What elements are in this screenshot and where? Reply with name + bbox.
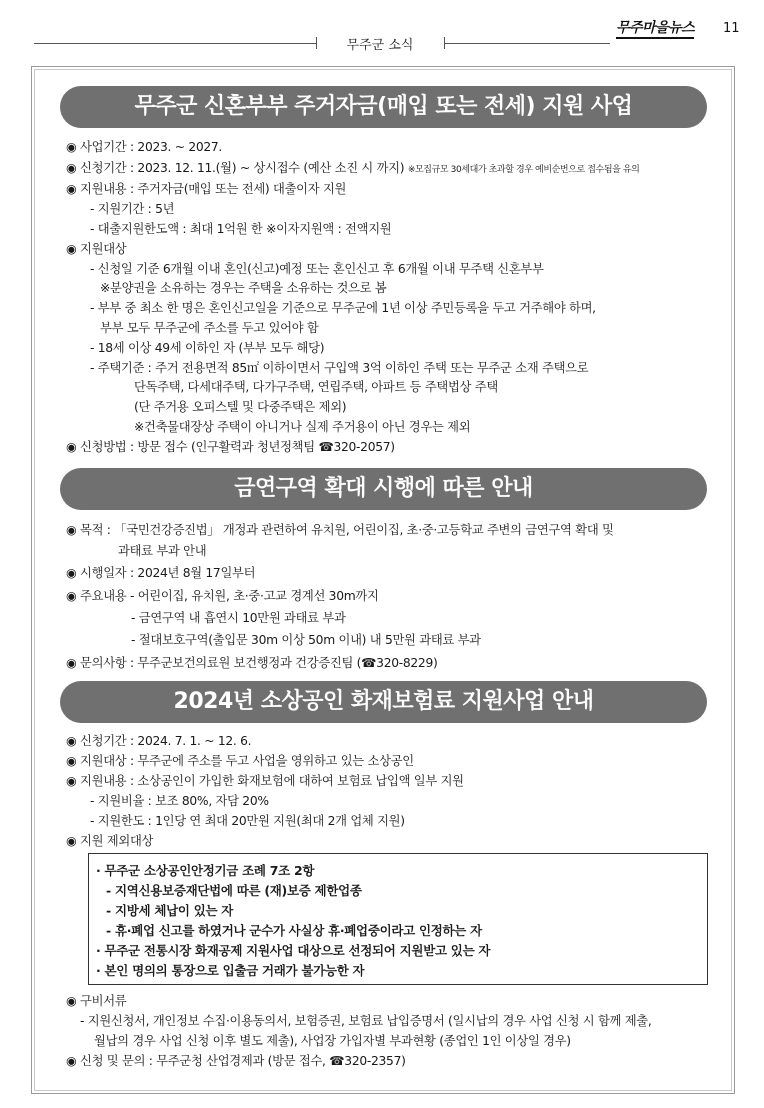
insurance-line: ◉ 신청기간 : 2024. 7. 1. ~ 12. 6. [66, 734, 252, 748]
insurance-line: - 지원한도 : 1인당 연 최대 20만원 지원(최대 2개 업체 지원) [90, 814, 405, 828]
nosmoking-line: ◉ 시행일자 : 2024년 8월 17일부터 [66, 566, 256, 580]
housing-line: - 신청일 기준 6개월 이내 혼인(신고)예정 또는 혼인신고 후 6개월 이내 무주택 신혼부부 [90, 262, 544, 276]
housing-line: ◉ 지원대상 [66, 242, 127, 256]
nosmoking-line: ◉ 문의사항 : 무주군보건의료원 보건행정과 건강증진팀 (☎320-8229) [66, 656, 438, 670]
section-title-fire-insurance: 2024년 소상공인 화재보험료 지원사업 안내 [60, 681, 707, 723]
housing-line: 부부 모두 무주군에 주소를 두고 있어야 함 [100, 321, 319, 335]
contact-line: ◉ 신청 및 문의 : 무주군청 산업경제과 (방문 접수, ☎320-2357) [66, 1054, 406, 1068]
housing-line: 단독주택, 다세대주택, 다가구주택, 연립주택, 아파트 등 주택법상 주택 [134, 380, 498, 394]
exclusion-item: · 본인 명의의 통장으로 입출금 거래가 불가능한 자 [96, 963, 365, 978]
housing-line: ◉ 지원내용 : 주거자금(매입 또는 전세) 대출이자 지원 [66, 182, 347, 196]
housing-line: ※분양권을 소유하는 경우는 주택을 소유하는 것으로 봄 [100, 281, 387, 295]
housing-line: - 지원기간 : 5년 [90, 202, 175, 216]
exclusion-item: - 지방세 체납이 있는 자 [106, 903, 234, 918]
exclusion-item: · 무주군 전통시장 화재공제 지원사업 대상으로 선정되어 지원받고 있는 자 [96, 943, 491, 958]
exclusion-item: - 휴·폐업 신고를 하였거나 군수가 사실상 휴·폐업중이라고 인정하는 자 [106, 923, 482, 938]
housing-line: ◉ 신청기간 : 2023. 12. 11.(월) ~ 상시접수 (예산 소진 시 까지) ※모집규모 30세대가 초과할 경우 예비순번으로 접수됨을 유의 [66, 161, 640, 175]
header-rule-right [444, 43, 610, 44]
housing-line: ※건축물대장상 주택이 아니거나 실제 주거용이 아닌 경우는 제외 [134, 420, 471, 434]
documents-line: ◉ 구비서류 [66, 994, 127, 1008]
nosmoking-line: 과태료 부과 안내 [118, 544, 207, 558]
section-label: 무주군 소식 [346, 38, 414, 53]
insurance-line: ◉ 지원대상 : 무주군에 주소를 두고 사업을 영위하고 있는 소상공인 [66, 754, 414, 768]
publication-logo: 무주마을뉴스 [616, 19, 694, 39]
housing-line: - 대출지원한도액 : 최대 1억원 한 ※이자지원액 : 전액지원 [90, 222, 392, 236]
page-header [0, 0, 764, 53]
nosmoking-line: - 절대보호구역(출입문 30m 이상 50m 이내) 내 5만원 과태료 부과 [131, 633, 481, 647]
housing-note: ※모집규모 30세대가 초과할 경우 예비순번으로 접수됨을 유의 [407, 165, 640, 175]
documents-line: 월납의 경우 사업 신청 이후 별도 제출), 사업장 가입자별 부과현황 (종업인 1인 이상일 경우) [94, 1034, 571, 1048]
nosmoking-line: ◉ 목적 : 「국민건강증진법」 개정과 관련하여 유치원, 어린이집, 초·중·고등학교 주변의 금연구역 확대 및 [66, 523, 614, 537]
section-title-nosmoking: 금연구역 확대 시행에 따른 안내 [60, 468, 707, 510]
housing-line: - 18세 이상 49세 이하인 자 (부부 모두 해당) [90, 341, 325, 355]
nosmoking-line: - 금연구역 내 흡연시 10만원 과태료 부과 [131, 611, 346, 625]
insurance-line: ◉ 지원 제외대상 [66, 834, 154, 848]
documents-line: - 지원신청서, 개인정보 수집·이용동의서, 보험증권, 보험료 납입증명서 (일시납의 경우 사업 신청 시 함께 제출, [80, 1014, 652, 1028]
nosmoking-line: ◉ 주요내용 - 어린이집, 유치원, 초·중·고교 경계선 30m까지 [66, 589, 379, 603]
exclusion-item: - 지역신용보증재단법에 따른 (재)보증 제한업종 [106, 883, 362, 898]
housing-line: (단 주거용 오피스텔 및 다중주택은 제외) [134, 400, 347, 414]
header-rule-left [34, 43, 316, 44]
page-number: 11 [723, 21, 740, 36]
housing-line: ◉ 신청방법 : 방문 접수 (인구활력과 청년정책팀 ☎320-2057) [66, 440, 395, 454]
housing-line: - 주택기준 : 주거 전용면적 85㎡ 이하이면서 구입액 3억 이하인 주택 또는 무주군 소재 주택으로 [90, 361, 589, 375]
section-title-housing: 무주군 신혼부부 주거자금(매입 또는 전세) 지원 사업 [60, 86, 707, 128]
housing-line: - 부부 중 최소 한 명은 혼인신고일을 기준으로 무주군에 1년 이상 주민등록을 두고 거주해야 하며, [90, 301, 596, 315]
insurance-line: ◉ 지원내용 : 소상공인이 가입한 화재보험에 대하여 보험료 납입액 일부 지원 [66, 774, 464, 788]
housing-line: ◉ 사업기간 : 2023. ~ 2027. [66, 140, 223, 154]
exclusion-item: · 무주군 소상공인안정기금 조례 7조 2항 [96, 863, 315, 878]
insurance-line: - 지원비율 : 보조 80%, 자담 20% [90, 794, 269, 808]
